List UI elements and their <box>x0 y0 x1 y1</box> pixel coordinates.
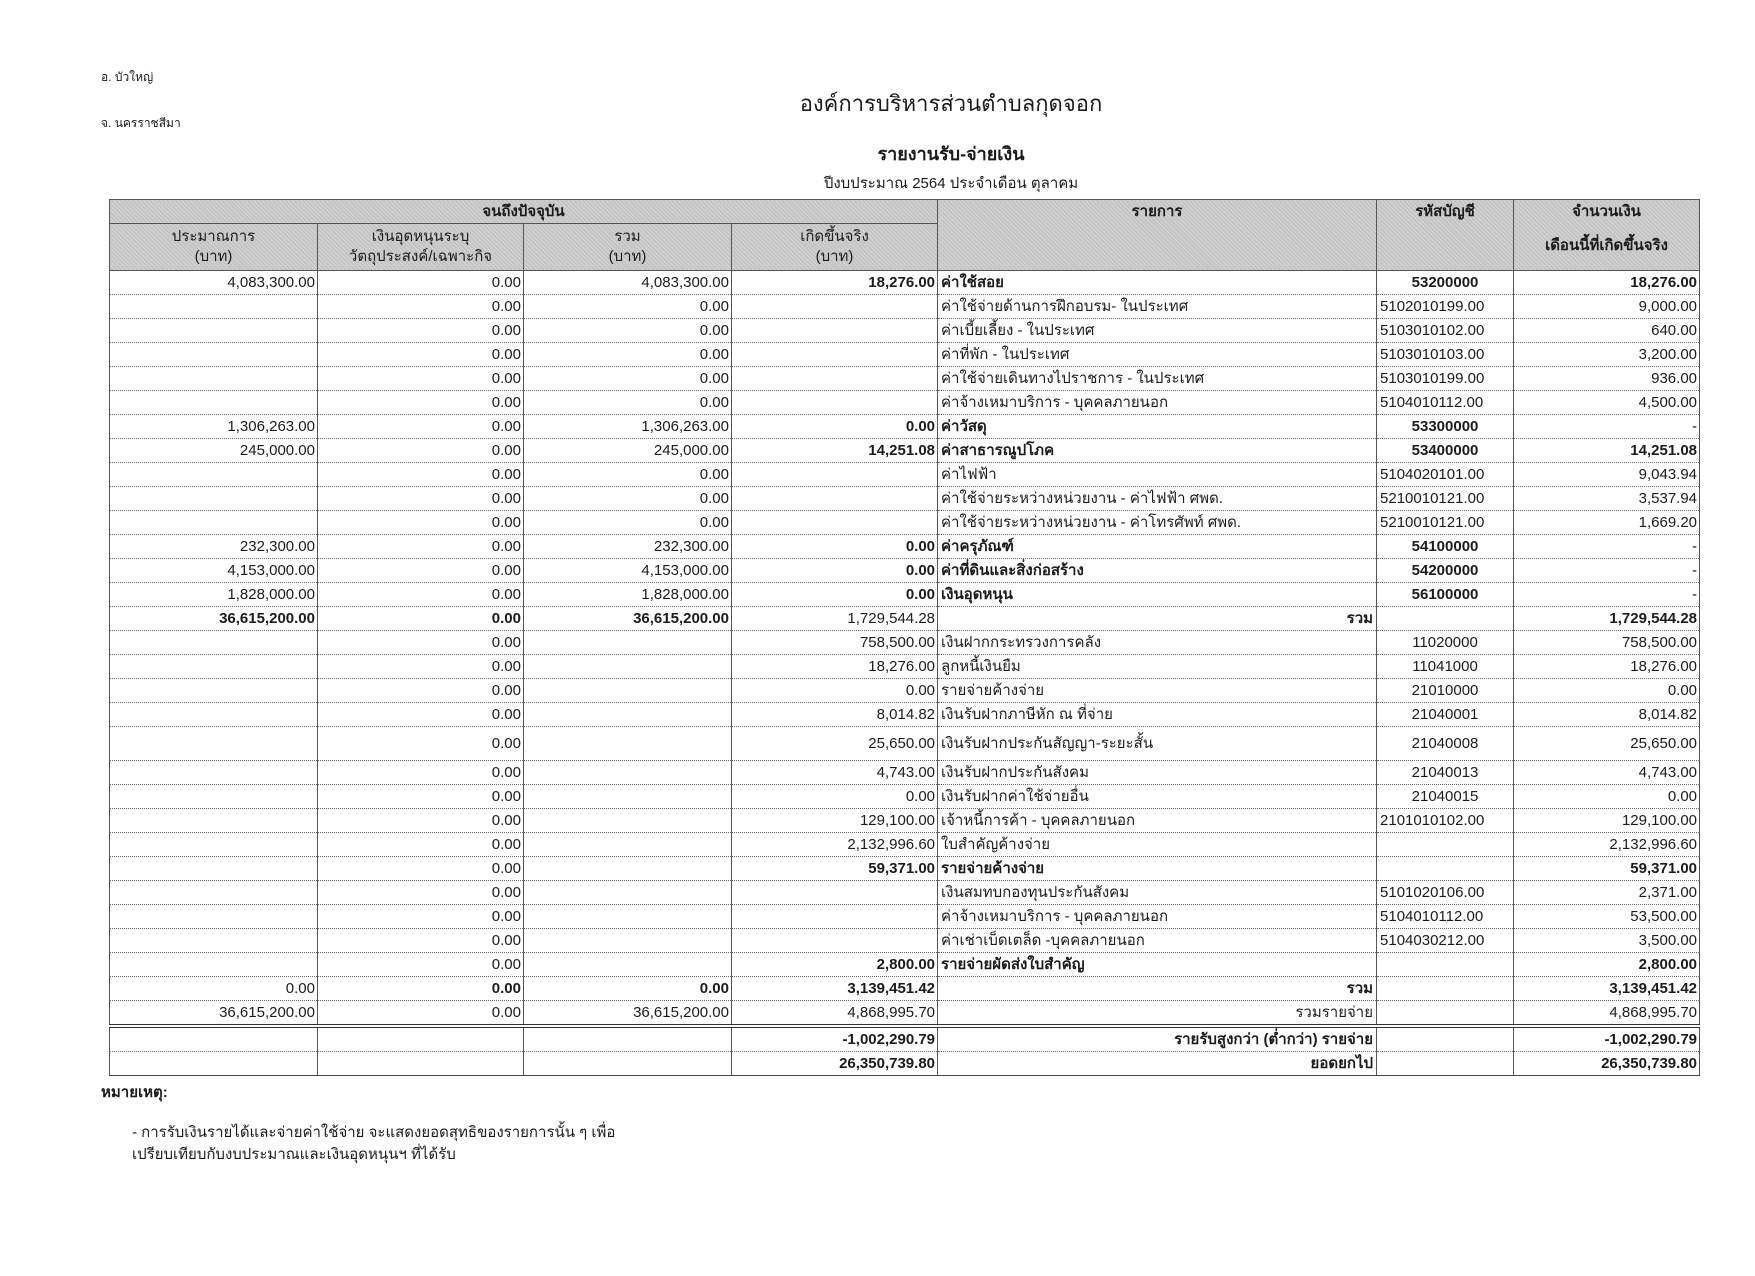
cell-amount: 9,043.94 <box>1514 463 1700 487</box>
cell-actual: 129,100.00 <box>732 809 938 833</box>
note-line: เปรียบเทียบกับงบประมาณและเงินอุดหนุนฯ ที่ได้รับ <box>132 1146 456 1163</box>
cell-account-code: 11041000 <box>1377 655 1514 679</box>
cell-account-code: 5103010199.00 <box>1377 367 1514 391</box>
notes-label: หมายเหตุ: <box>101 1084 168 1101</box>
cell-estimate: 232,300.00 <box>110 535 318 559</box>
organization-name: องค์การบริหารส่วนตำบลกุดจอก <box>799 91 1103 116</box>
cell-estimate: 245,000.00 <box>110 439 318 463</box>
cell-total: 1,306,263.00 <box>524 415 732 439</box>
cell-account-code <box>1377 977 1514 1001</box>
cell-account-code: 5103010102.00 <box>1377 319 1514 343</box>
cell-estimate <box>110 631 318 655</box>
cell-actual <box>732 905 938 929</box>
cell-item: ค่าที่ดินและสิ่งก่อสร้าง <box>938 559 1377 583</box>
table-row <box>110 271 1700 295</box>
cell-amount: 1,669.20 <box>1514 511 1700 535</box>
cell-account-code <box>1377 833 1514 857</box>
cell-total: 0.00 <box>524 487 732 511</box>
cell-total: 4,083,300.00 <box>524 271 732 295</box>
cell-actual: 26,350,739.80 <box>732 1052 938 1076</box>
cell-account-code: 5103010103.00 <box>1377 343 1514 367</box>
cell-item: เงินรับฝากประกันสัญญา-ระยะสั้น <box>938 727 1377 761</box>
cell-estimate <box>110 833 318 857</box>
header-subsidy-line2: วัตถุประสงค์/เฉพาะกิจ <box>348 248 493 265</box>
cell-item: เงินรับฝากค่าใช้จ่ายอื่น <box>938 785 1377 809</box>
header-actual <box>732 224 938 271</box>
cell-estimate <box>110 929 318 953</box>
cell-amount: 758,500.00 <box>1514 631 1700 655</box>
cell-subsidy: 0.00 <box>318 655 524 679</box>
cell-subsidy: 0.00 <box>318 809 524 833</box>
cell-actual <box>732 319 938 343</box>
cell-subsidy: 0.00 <box>318 319 524 343</box>
cell-account-code: 21040015 <box>1377 785 1514 809</box>
cell-total: 36,615,200.00 <box>524 607 732 631</box>
cell-amount: 2,371.00 <box>1514 881 1700 905</box>
cell-account-code: 5104030212.00 <box>1377 929 1514 953</box>
cell-total: 0.00 <box>524 295 732 319</box>
cell-amount: - <box>1514 583 1700 607</box>
cell-amount: 640.00 <box>1514 319 1700 343</box>
cell-item: เงินฝากกระทรวงการคลัง <box>938 631 1377 655</box>
cell-subsidy: 0.00 <box>318 559 524 583</box>
table-row <box>110 761 1700 785</box>
cell-amount: 18,276.00 <box>1514 655 1700 679</box>
cell-subsidy: 0.00 <box>318 761 524 785</box>
cell-estimate: 36,615,200.00 <box>110 1001 318 1027</box>
cell-account-code <box>1377 607 1514 631</box>
cell-amount: 18,276.00 <box>1514 271 1700 295</box>
cell-account-code: 5210010121.00 <box>1377 487 1514 511</box>
cell-estimate <box>110 727 318 761</box>
cell-estimate <box>110 319 318 343</box>
cell-actual: 0.00 <box>732 535 938 559</box>
cell-item: รวมรายจ่าย <box>938 1001 1377 1027</box>
cell-total <box>524 929 732 953</box>
cell-amount: 936.00 <box>1514 367 1700 391</box>
cell-amount: 3,200.00 <box>1514 343 1700 367</box>
cell-item: ค่าเช่าเบ็ดเตล็ด -บุคคลภายนอก <box>938 929 1377 953</box>
cell-item: รายจ่ายผัดส่งใบสำคัญ <box>938 953 1377 977</box>
table-row <box>110 833 1700 857</box>
cell-subsidy: 0.00 <box>318 1001 524 1027</box>
cell-actual: 0.00 <box>732 559 938 583</box>
cell-item: ค่าสาธารณูปโภค <box>938 439 1377 463</box>
table-row <box>110 367 1700 391</box>
table-row <box>110 511 1700 535</box>
table-row <box>110 905 1700 929</box>
cell-estimate <box>110 295 318 319</box>
cell-total <box>524 703 732 727</box>
cell-item: ค่าใช้จ่ายระหว่างหน่วยงาน - ค่าโทรศัพท์ ศพด. <box>938 511 1377 535</box>
cell-total: 232,300.00 <box>524 535 732 559</box>
cell-subsidy: 0.00 <box>318 439 524 463</box>
cell-subsidy: 0.00 <box>318 463 524 487</box>
header-to-date-group: จนถึงปัจจุบัน <box>110 200 938 224</box>
cell-amount: 3,139,451.42 <box>1514 977 1700 1001</box>
cell-actual <box>732 511 938 535</box>
header-total <box>524 224 732 271</box>
cell-item: รายรับสูงกว่า (ต่ำกว่า) รายจ่าย <box>938 1026 1377 1052</box>
cell-actual: 2,800.00 <box>732 953 938 977</box>
table-row <box>110 487 1700 511</box>
cell-subsidy: 0.00 <box>318 295 524 319</box>
cell-item: รวม <box>938 607 1377 631</box>
cell-total: 0.00 <box>524 977 732 1001</box>
cell-amount: 3,537.94 <box>1514 487 1700 511</box>
table-row <box>110 319 1700 343</box>
table-row <box>110 727 1700 761</box>
cell-estimate: 0.00 <box>110 977 318 1001</box>
cell-item: ยอดยกไป <box>938 1052 1377 1076</box>
cell-estimate <box>110 953 318 977</box>
table-row <box>110 439 1700 463</box>
cell-total <box>524 881 732 905</box>
header-amount-label: จำนวนเงิน <box>1572 203 1641 220</box>
cell-subsidy: 0.00 <box>318 631 524 655</box>
cell-total <box>524 785 732 809</box>
cell-subsidy: 0.00 <box>318 833 524 857</box>
cell-actual: 4,868,995.70 <box>732 1001 938 1027</box>
cell-amount: - <box>1514 535 1700 559</box>
cell-total: 0.00 <box>524 319 732 343</box>
cell-subsidy: 0.00 <box>318 679 524 703</box>
cell-item: ค่าเบี้ยเลี้ยง - ในประเทศ <box>938 319 1377 343</box>
table-row <box>110 1052 1700 1076</box>
cell-total <box>524 1052 732 1076</box>
cell-subsidy: 0.00 <box>318 703 524 727</box>
cell-estimate <box>110 1052 318 1076</box>
cell-subsidy <box>318 1052 524 1076</box>
cell-actual <box>732 881 938 905</box>
cell-amount: 53,500.00 <box>1514 905 1700 929</box>
table-row <box>110 655 1700 679</box>
table-row <box>110 1001 1700 1027</box>
receipt-payment-table <box>109 199 1700 1076</box>
cell-item: รายจ่ายค้างจ่าย <box>938 679 1377 703</box>
cell-subsidy: 0.00 <box>318 415 524 439</box>
cell-total: 4,153,000.00 <box>524 559 732 583</box>
cell-estimate <box>110 785 318 809</box>
cell-amount: 4,743.00 <box>1514 761 1700 785</box>
cell-actual: 0.00 <box>732 679 938 703</box>
cell-item: เงินอุดหนุน <box>938 583 1377 607</box>
cell-account-code: 54100000 <box>1377 535 1514 559</box>
cell-estimate <box>110 367 318 391</box>
cell-account-code <box>1377 857 1514 881</box>
cell-amount: 129,100.00 <box>1514 809 1700 833</box>
cell-amount: 14,251.08 <box>1514 439 1700 463</box>
cell-subsidy: 0.00 <box>318 511 524 535</box>
cell-subsidy: 0.00 <box>318 905 524 929</box>
cell-account-code: 21040013 <box>1377 761 1514 785</box>
cell-estimate <box>110 487 318 511</box>
cell-item: ค่าครุภัณฑ์ <box>938 535 1377 559</box>
cell-estimate: 1,306,263.00 <box>110 415 318 439</box>
cell-amount: - <box>1514 415 1700 439</box>
cell-account-code: 54200000 <box>1377 559 1514 583</box>
cell-account-code: 2101010102.00 <box>1377 809 1514 833</box>
table-row <box>110 785 1700 809</box>
cell-estimate <box>110 391 318 415</box>
cell-total: 0.00 <box>524 391 732 415</box>
cell-total: 0.00 <box>524 343 732 367</box>
cell-total: 0.00 <box>524 463 732 487</box>
header-actual-line2: (บาท) <box>815 248 854 265</box>
header-amount-sublabel: เดือนนี้ที่เกิดขึ้นจริง <box>1545 237 1668 254</box>
cell-item: เจ้าหนี้การค้า - บุคคลภายนอก <box>938 809 1377 833</box>
cell-item: เงินรับฝากประกันสังคม <box>938 761 1377 785</box>
cell-actual: 3,139,451.42 <box>732 977 938 1001</box>
cell-subsidy: 0.00 <box>318 535 524 559</box>
cell-total <box>524 1026 732 1052</box>
cell-subsidy: 0.00 <box>318 271 524 295</box>
cell-actual: 1,729,544.28 <box>732 607 938 631</box>
cell-actual: 0.00 <box>732 785 938 809</box>
cell-account-code: 21040008 <box>1377 727 1514 761</box>
cell-account-code: 5104020101.00 <box>1377 463 1514 487</box>
cell-estimate <box>110 679 318 703</box>
header-total-line2: (บาท) <box>608 248 647 265</box>
cell-amount: - <box>1514 559 1700 583</box>
cell-actual: 18,276.00 <box>732 655 938 679</box>
table-row <box>110 929 1700 953</box>
cell-account-code: 5210010121.00 <box>1377 511 1514 535</box>
table-row <box>110 295 1700 319</box>
cell-subsidy: 0.00 <box>318 583 524 607</box>
cell-account-code: 5102010199.00 <box>1377 295 1514 319</box>
cell-actual <box>732 391 938 415</box>
cell-amount: 0.00 <box>1514 679 1700 703</box>
cell-account-code: 5104010112.00 <box>1377 391 1514 415</box>
cell-item: ค่าใช้จ่ายระหว่างหน่วยงาน - ค่าไฟฟ้า ศพด. <box>938 487 1377 511</box>
cell-actual: 758,500.00 <box>732 631 938 655</box>
cell-subsidy: 0.00 <box>318 343 524 367</box>
table-row <box>110 679 1700 703</box>
cell-actual <box>732 487 938 511</box>
cell-amount: 4,500.00 <box>1514 391 1700 415</box>
cell-subsidy: 0.00 <box>318 367 524 391</box>
cell-item: รวม <box>938 977 1377 1001</box>
cell-estimate <box>110 905 318 929</box>
cell-amount: 25,650.00 <box>1514 727 1700 761</box>
cell-account-code <box>1377 1026 1514 1052</box>
table-row <box>110 631 1700 655</box>
cell-subsidy: 0.00 <box>318 785 524 809</box>
cell-account-code: 53400000 <box>1377 439 1514 463</box>
cell-estimate <box>110 881 318 905</box>
cell-account-code: 5104010112.00 <box>1377 905 1514 929</box>
cell-subsidy: 0.00 <box>318 929 524 953</box>
header-item-label: รายการ <box>1131 203 1183 220</box>
cell-subsidy <box>318 1026 524 1052</box>
header-item <box>938 200 1377 271</box>
report-title: รายงานรับ-จ่ายเงิน <box>877 144 1025 164</box>
cell-account-code: 21040001 <box>1377 703 1514 727</box>
note-line: - การรับเงินรายได้และจ่ายค่าใช้จ่าย จะแสดงยอดสุทธิของรายการนั้น ๆ เพื่อ <box>132 1124 616 1141</box>
cell-amount: 9,000.00 <box>1514 295 1700 319</box>
table-row <box>110 391 1700 415</box>
cell-amount: 4,868,995.70 <box>1514 1001 1700 1027</box>
cell-item: ค่าใช้จ่ายเดินทางไปราชการ - ในประเทศ <box>938 367 1377 391</box>
table-row <box>110 343 1700 367</box>
province-label: จ. นครราชสีมา <box>101 116 181 130</box>
cell-total: 1,828,000.00 <box>524 583 732 607</box>
cell-actual <box>732 463 938 487</box>
cell-estimate <box>110 703 318 727</box>
table-row <box>110 415 1700 439</box>
cell-estimate <box>110 463 318 487</box>
cell-actual: 25,650.00 <box>732 727 938 761</box>
cell-total <box>524 655 732 679</box>
cell-estimate <box>110 511 318 535</box>
table-row <box>110 559 1700 583</box>
cell-amount: 2,132,996.60 <box>1514 833 1700 857</box>
cell-actual: 4,743.00 <box>732 761 938 785</box>
cell-account-code: 11020000 <box>1377 631 1514 655</box>
header-subsidy-line1: เงินอุดหนุนระบุ <box>371 228 470 245</box>
cell-subsidy: 0.00 <box>318 487 524 511</box>
cell-account-code: 21010000 <box>1377 679 1514 703</box>
district-label: อ. บัวใหญ่ <box>101 70 154 84</box>
cell-amount: 8,014.82 <box>1514 703 1700 727</box>
table-header <box>110 200 1700 271</box>
cell-item: เงินสมทบกองทุนประกันสังคม <box>938 881 1377 905</box>
table-row <box>110 977 1700 1001</box>
header-account-code-label: รหัสบัญชี <box>1415 203 1475 220</box>
cell-account-code <box>1377 953 1514 977</box>
header-subsidy <box>318 224 524 271</box>
cell-estimate <box>110 343 318 367</box>
cell-amount: 59,371.00 <box>1514 857 1700 881</box>
cell-account-code: 5101020106.00 <box>1377 881 1514 905</box>
cell-actual: 8,014.82 <box>732 703 938 727</box>
header-estimate-line2: (บาท) <box>194 248 233 265</box>
cell-total <box>524 679 732 703</box>
cell-actual: 0.00 <box>732 415 938 439</box>
table-row <box>110 583 1700 607</box>
cell-subsidy: 0.00 <box>318 977 524 1001</box>
cell-amount: 3,500.00 <box>1514 929 1700 953</box>
cell-subsidy: 0.00 <box>318 881 524 905</box>
cell-subsidy: 0.00 <box>318 727 524 761</box>
cell-estimate <box>110 761 318 785</box>
cell-estimate <box>110 655 318 679</box>
cell-estimate: 1,828,000.00 <box>110 583 318 607</box>
cell-account-code <box>1377 1001 1514 1027</box>
cell-subsidy: 0.00 <box>318 607 524 631</box>
cell-subsidy: 0.00 <box>318 857 524 881</box>
cell-item: รายจ่ายค้างจ่าย <box>938 857 1377 881</box>
cell-item: ค่าจ้างเหมาบริการ - บุคคลภายนอก <box>938 905 1377 929</box>
cell-estimate <box>110 809 318 833</box>
cell-actual: 0.00 <box>732 583 938 607</box>
cell-total <box>524 727 732 761</box>
cell-total: 36,615,200.00 <box>524 1001 732 1027</box>
cell-item: ค่าใช้สอย <box>938 271 1377 295</box>
cell-item: เงินรับฝากภาษีหัก ณ ที่จ่าย <box>938 703 1377 727</box>
table-row <box>110 535 1700 559</box>
cell-item: ค่าจ้างเหมาบริการ - บุคคลภายนอก <box>938 391 1377 415</box>
cell-amount: 2,800.00 <box>1514 953 1700 977</box>
table-row <box>110 881 1700 905</box>
cell-total <box>524 905 732 929</box>
header-account-code <box>1377 200 1514 271</box>
table-row <box>110 1026 1700 1052</box>
cell-account-code: 53300000 <box>1377 415 1514 439</box>
cell-estimate: 4,153,000.00 <box>110 559 318 583</box>
cell-item: ค่าไฟฟ้า <box>938 463 1377 487</box>
header-amount <box>1514 200 1700 271</box>
table-row <box>110 463 1700 487</box>
cell-account-code <box>1377 1052 1514 1076</box>
cell-item: ใบสำคัญค้างจ่าย <box>938 833 1377 857</box>
cell-account-code: 56100000 <box>1377 583 1514 607</box>
cell-actual <box>732 367 938 391</box>
cell-amount: -1,002,290.79 <box>1514 1026 1700 1052</box>
cell-amount: 0.00 <box>1514 785 1700 809</box>
cell-subsidy: 0.00 <box>318 391 524 415</box>
cell-amount: 26,350,739.80 <box>1514 1052 1700 1076</box>
table-row <box>110 607 1700 631</box>
cell-estimate: 4,083,300.00 <box>110 271 318 295</box>
header-estimate <box>110 224 318 271</box>
cell-account-code: 53200000 <box>1377 271 1514 295</box>
cell-estimate <box>110 857 318 881</box>
table-body <box>110 271 1700 1076</box>
cell-total <box>524 809 732 833</box>
table-row <box>110 809 1700 833</box>
cell-item: ค่าที่พัก - ในประเทศ <box>938 343 1377 367</box>
cell-total: 0.00 <box>524 367 732 391</box>
cell-total <box>524 631 732 655</box>
cell-total <box>524 857 732 881</box>
cell-subsidy: 0.00 <box>318 953 524 977</box>
cell-estimate: 36,615,200.00 <box>110 607 318 631</box>
cell-actual: 14,251.08 <box>732 439 938 463</box>
cell-actual <box>732 929 938 953</box>
cell-actual: 18,276.00 <box>732 271 938 295</box>
cell-amount: 1,729,544.28 <box>1514 607 1700 631</box>
table-row <box>110 953 1700 977</box>
cell-total: 245,000.00 <box>524 439 732 463</box>
cell-item: ค่าใช้จ่ายด้านการฝึกอบรม- ในประเทศ <box>938 295 1377 319</box>
cell-total <box>524 953 732 977</box>
cell-actual: 59,371.00 <box>732 857 938 881</box>
cell-actual <box>732 295 938 319</box>
header-row-group <box>110 200 1700 224</box>
cell-total <box>524 833 732 857</box>
cell-actual: -1,002,290.79 <box>732 1026 938 1052</box>
header-actual-line1: เกิดขึ้นจริง <box>800 228 869 245</box>
cell-estimate <box>110 1026 318 1052</box>
header-estimate-line1: ประมาณการ <box>171 228 256 245</box>
cell-total <box>524 761 732 785</box>
cell-item: ลูกหนี้เงินยืม <box>938 655 1377 679</box>
table-row <box>110 703 1700 727</box>
cell-item: ค่าวัสดุ <box>938 415 1377 439</box>
report-period: ปีงบประมาณ 2564 ประจำเดือน ตุลาคม <box>823 175 1079 192</box>
header-total-line1: รวม <box>614 228 641 245</box>
table-row <box>110 857 1700 881</box>
cell-total: 0.00 <box>524 511 732 535</box>
cell-actual: 2,132,996.60 <box>732 833 938 857</box>
cell-actual <box>732 343 938 367</box>
